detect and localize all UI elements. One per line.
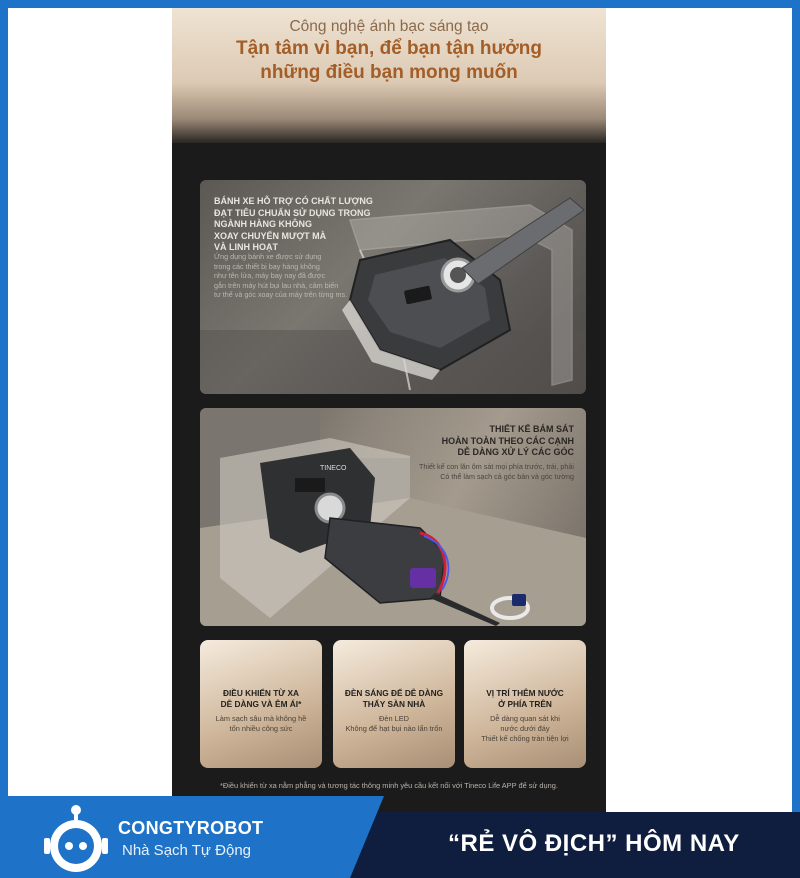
wheel-feature-title bbox=[214, 196, 394, 254]
feature-title-line: DỄ DÀNG VÀ ÊM ÁI* bbox=[220, 699, 302, 709]
promo-slogan: “RẺ VÔ ĐỊCH” HÔM NAY bbox=[448, 830, 740, 857]
feature-card-description bbox=[464, 714, 586, 744]
feature-card-water-refill bbox=[464, 640, 586, 768]
feature-desc-line: Đèn LED bbox=[379, 714, 409, 723]
hero-subtitle: Công nghệ ánh bạc sáng tạo bbox=[289, 18, 489, 35]
hero-title-line1: Tận tâm vì bạn, để bạn tận hưởng bbox=[236, 38, 542, 59]
frame-top bbox=[0, 0, 800, 8]
feature-desc-line: tốn nhiều công sức bbox=[229, 724, 293, 733]
edge-title-line: THIẾT KẾ BÁM SÁT bbox=[489, 424, 574, 434]
footnote: *Điều khiển từ xa nằm phẳng và tương tác thông minh yêu cầu kết nối với Tineco Life APP để sử dụng. bbox=[220, 781, 558, 790]
edge-cleaning-description bbox=[374, 462, 574, 481]
brand-name[interactable]: CONGTYROBOT bbox=[118, 818, 264, 838]
wheel-title-line: NGÀNH HÀNG KHÔNG bbox=[214, 219, 312, 229]
wheel-title-line: VÀ LINH HOẠT bbox=[214, 242, 278, 252]
wheel-title-line: ĐẠT TIÊU CHUẨN SỬ DỤNG TRONG bbox=[214, 207, 371, 218]
feature-title-line: ĐÈN SÁNG ĐỂ DỄ DÀNG bbox=[344, 688, 444, 698]
edge-title-line: DỄ DÀNG XỬ LÝ CÁC GÓC bbox=[457, 447, 574, 457]
feature-desc-line: nước dưới đáy bbox=[500, 724, 550, 733]
feature-title-line: THẤY SÀN NHÀ bbox=[362, 699, 426, 709]
feature-card-remote-control bbox=[200, 640, 322, 768]
robot-logo-icon[interactable] bbox=[42, 802, 110, 874]
feature-card-title bbox=[200, 688, 322, 710]
hero-title-line2: những điều bạn mong muốn bbox=[260, 62, 518, 83]
wheel-desc-line: gắn trên máy hút bụi lau nhà, cảm biến bbox=[214, 280, 339, 290]
wheel-feature-description bbox=[214, 252, 384, 300]
feature-card-title bbox=[333, 688, 455, 710]
brand-tagline: Nhà Sạch Tự Động bbox=[122, 842, 252, 859]
wheel-title-line: BÁNH XE HỖ TRỢ CÓ CHẤT LƯỢNG bbox=[214, 196, 373, 206]
wheel-desc-line: như tên lửa, máy bay nay đã được bbox=[214, 271, 326, 280]
wheel-desc-line: Ứng dụng bánh xe được sử dụng bbox=[214, 252, 322, 261]
feature-desc-line: Dễ dàng quan sát khi bbox=[490, 714, 560, 723]
edge-title-line: HOÀN TOÀN THEO CÁC CẠNH bbox=[441, 435, 574, 446]
feature-card-description bbox=[333, 714, 455, 734]
edge-desc-line: Có thể làm sạch cả góc bàn và góc tường bbox=[440, 471, 574, 481]
product-infographic bbox=[172, 8, 606, 818]
feature-title-line: Ở PHÍA TRÊN bbox=[498, 699, 552, 709]
feature-desc-line: Làm sạch sâu mà không hề bbox=[215, 714, 307, 723]
frame-left bbox=[0, 0, 8, 878]
feature-desc-line: Không để hạt bụi nào lẩn trốn bbox=[345, 724, 443, 733]
wheel-desc-line: trong các thiết bị bay hàng không bbox=[214, 261, 320, 271]
feature-card-led-light bbox=[333, 640, 455, 768]
feature-title-line: VỊ TRÍ THÊM NƯỚC bbox=[486, 688, 564, 698]
brand-footer-bar bbox=[0, 790, 800, 878]
feature-title-line: ĐIỀU KHIỂN TỪ XA bbox=[222, 688, 300, 698]
feature-card-title bbox=[464, 688, 586, 710]
wheel-feature-panel bbox=[200, 180, 586, 394]
wheel-desc-line: tư thế và góc xoay của máy trên từng ms. bbox=[214, 290, 348, 299]
feature-desc-line: Thiết kế chống tràn tiện lợi bbox=[481, 734, 569, 743]
edge-cleaning-panel bbox=[200, 408, 586, 626]
frame-right bbox=[792, 0, 800, 878]
edge-cleaning-title bbox=[374, 424, 574, 459]
head-brand-mark: TINECO bbox=[320, 465, 347, 472]
feature-card-description bbox=[200, 714, 322, 734]
hero-banner bbox=[172, 8, 606, 143]
wheel-title-line: XOAY CHUYỂN MƯỢT MÀ bbox=[214, 230, 327, 241]
edge-desc-line: Thiết kế con lăn ôm sát mọi phía trước, trái, phải bbox=[419, 462, 574, 471]
